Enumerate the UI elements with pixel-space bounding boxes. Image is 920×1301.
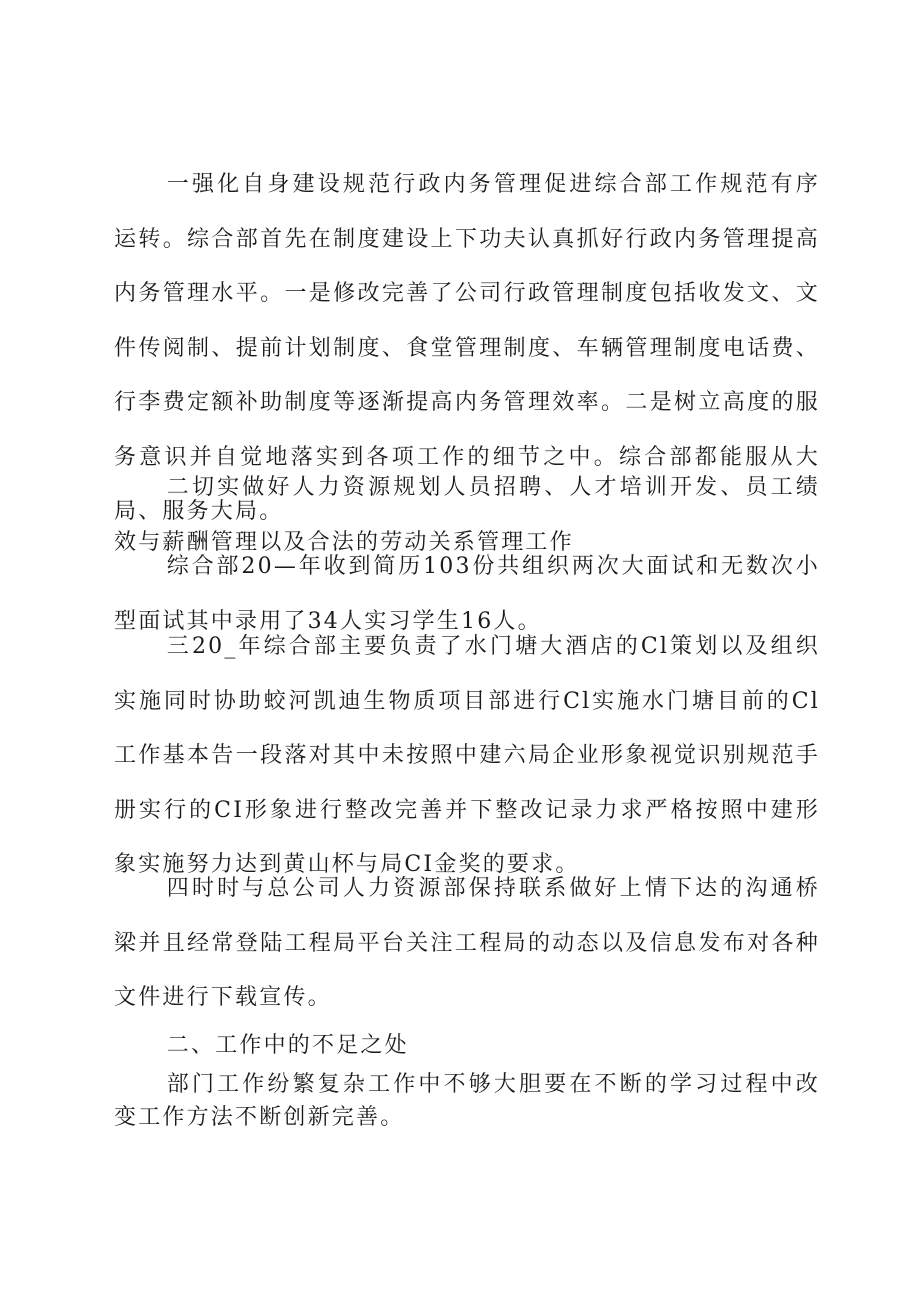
section-heading-shortcomings: 二、工作中的不足之处 <box>166 1033 409 1058</box>
paragraph-human-resources: 二切实做好人力资源规划人员招聘、人才培训开发、员工绩效与薪酬管理以及合法的劳动关系管理工作 <box>114 475 820 555</box>
paragraph-administrative-management: 一强化自身建设规范行政内务管理促进综合部工作规范有序运转。综合部首先在制度建设上下功夫认真抓好行政内务管理提高内务管理水平。一是修改完善了公司行政管理制度包括收发文、文件传阅制、提前计划制度、食堂管理制度、车辆管理制度电话费、行李费定额补助制度等逐渐提高内务管理效率。二是树立高度的服务意识并自觉地落实到各项工作的细节之中。综合部都能服从大局、服务大局。 <box>114 172 820 524</box>
paragraph-recruitment-stats: 综合部20—年收到简历103份共组织两次大面试和无数次小型面试其中录用了34人实习学生16人。 <box>114 554 820 634</box>
paragraph-communication: 四时时与总公司人力资源部保持联系做好上情下达的沟通桥梁并且经常登陆工程局平台关注工程局的动态以及信息发布对各种文件进行下载宣传。 <box>114 876 820 1010</box>
paragraph-ci-planning: 三20_年综合部主要负责了水门塘大酒店的Cl策划以及组织实施同时协助蛟河凯迪生物质项目部进行Cl实施水门塘目前的Cl工作基本告一段落对其中未按照中建六局企业形象视觉识别规范手册实行的CI形象进行整改完善并下整改记录力求严格按照中建形象实施努力达到黄山杯与局CI金奖的要求。 <box>114 634 820 877</box>
paragraph-shortcomings: 部门工作纷繁复杂工作中不够大胆要在不断的学习过程中改变工作方法不断创新完善。 <box>114 1072 820 1130</box>
